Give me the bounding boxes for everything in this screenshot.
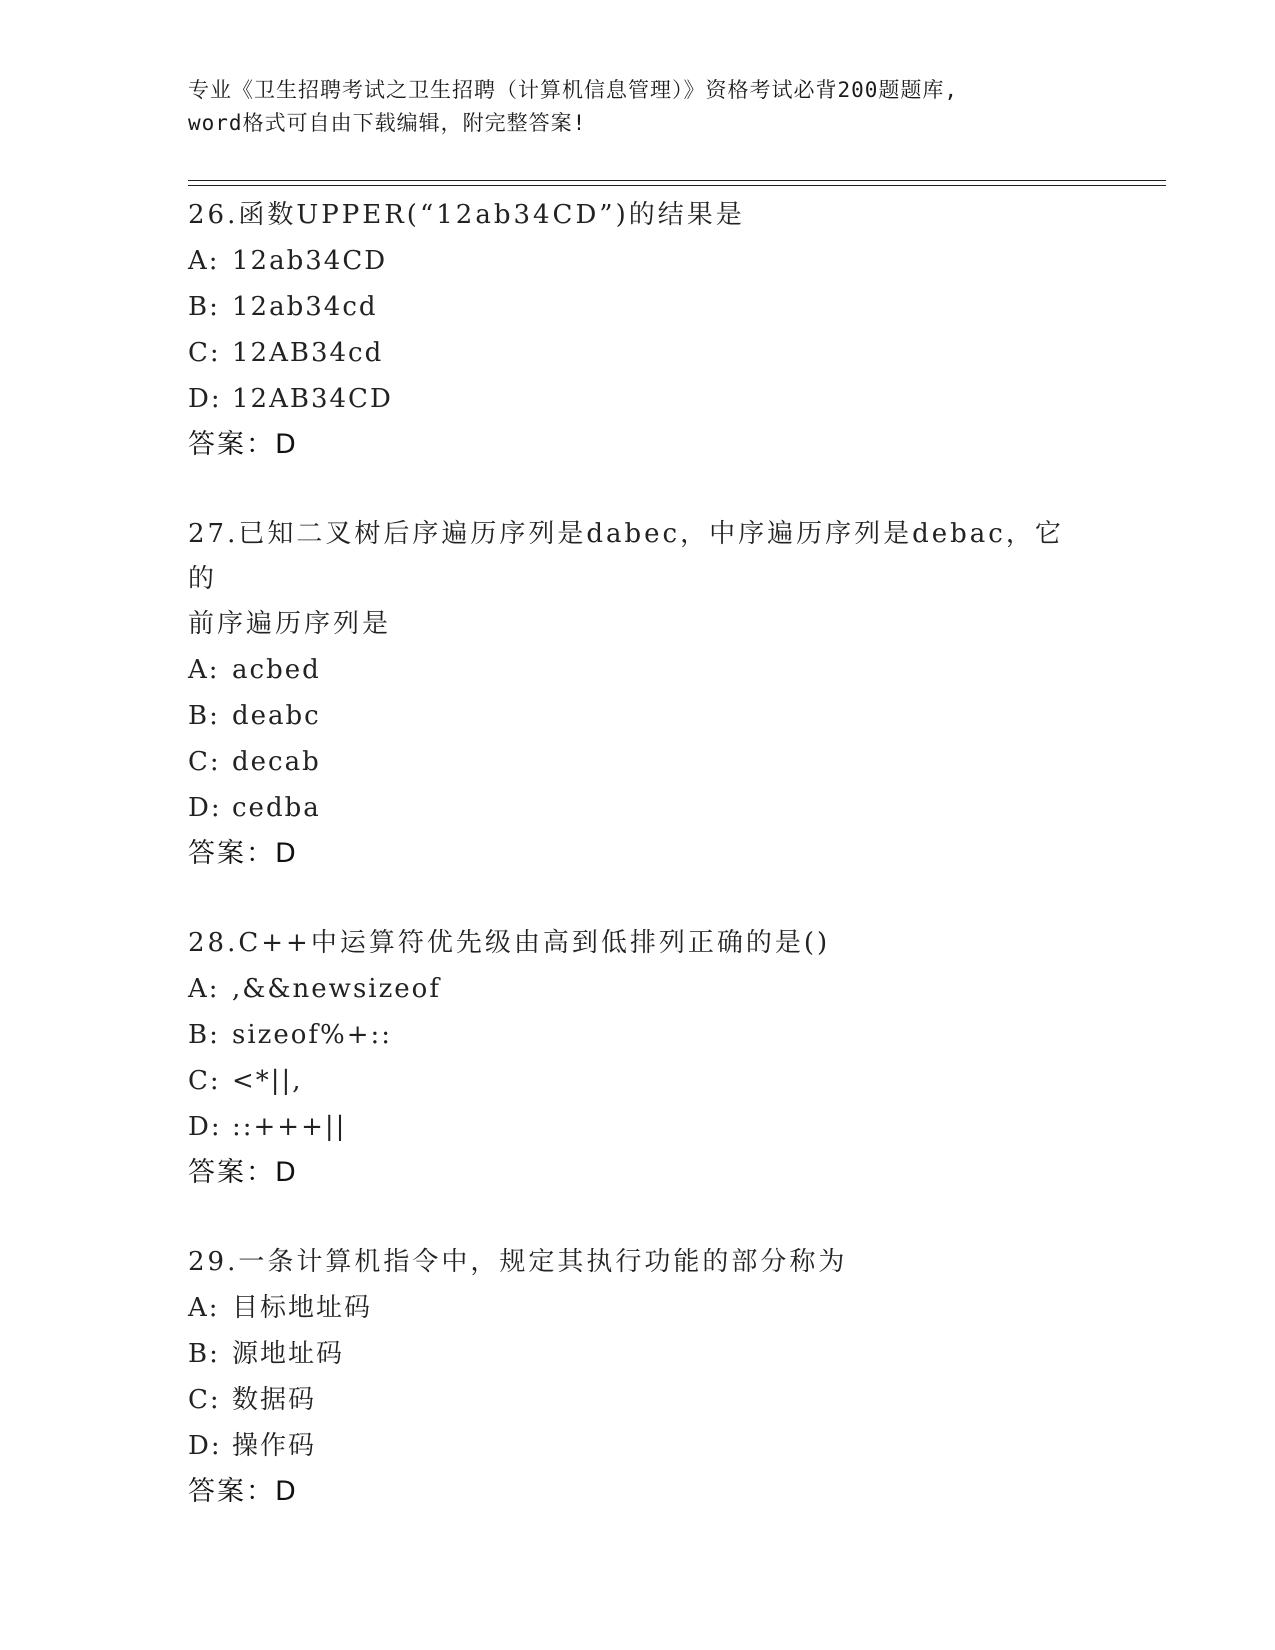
option-text: 12ab34cd: [232, 292, 378, 322]
option-text: 目标地址码: [232, 1293, 373, 1323]
option-label: B:: [188, 1339, 220, 1369]
option-text: ,&&newsizeof: [232, 974, 441, 1004]
answer-line: 答案：D: [188, 1157, 298, 1188]
option-a: [188, 1285, 1088, 1331]
header-divider-bottom: [188, 185, 1166, 186]
option-label: C:: [188, 747, 221, 777]
question-27: [188, 512, 1088, 876]
option-text: decab: [232, 747, 321, 777]
option-text: 源地址码: [232, 1339, 345, 1369]
option-text: 12AB34cd: [232, 338, 384, 368]
option-c: [188, 1058, 1088, 1104]
question-text: 27.已知二叉树后序遍历序列是dabec，中序遍历序列是debac，它的 前序遍历序列是: [188, 519, 1064, 639]
option-label: C:: [188, 1066, 221, 1096]
option-d: [188, 376, 1088, 422]
option-label: B:: [188, 1020, 220, 1050]
option-label: D:: [188, 793, 222, 823]
answer-line: 答案：D: [188, 1476, 298, 1507]
document-header: [188, 74, 1088, 140]
header-line-2: word格式可自由下载编辑，附完整答案!: [188, 111, 587, 135]
option-c: [188, 739, 1088, 785]
option-label: C:: [188, 338, 221, 368]
option-label: A:: [188, 974, 220, 1004]
question-list: [188, 193, 1088, 1559]
option-text: cedba: [232, 793, 321, 823]
option-label: D:: [188, 1431, 222, 1461]
option-text: 数据码: [232, 1385, 317, 1415]
question-26: [188, 193, 1088, 467]
option-d: [188, 1104, 1088, 1150]
option-d: [188, 1423, 1088, 1469]
option-label: B:: [188, 292, 220, 322]
option-label: A:: [188, 655, 220, 685]
option-text: <*||,: [232, 1066, 303, 1096]
question-text: 26.函数UPPER(“12ab34CD”)的结果是: [188, 200, 745, 230]
header-line-1: 专业《卫生招聘考试之卫生招聘（计算机信息管理）》资格考试必背200题题库,: [188, 78, 959, 102]
option-b: [188, 693, 1088, 739]
question-text: 28.C++中运算符优先级由高到低排列正确的是(): [188, 928, 831, 958]
question-29: [188, 1240, 1088, 1514]
option-a: [188, 647, 1088, 693]
option-label: B:: [188, 701, 220, 731]
option-label: C:: [188, 1385, 221, 1415]
option-label: A:: [188, 1293, 220, 1323]
option-text: deabc: [232, 701, 321, 731]
option-b: [188, 284, 1088, 330]
option-text: acbed: [232, 655, 321, 685]
option-text: sizeof%+::: [232, 1020, 393, 1050]
option-text: 12AB34CD: [232, 384, 393, 414]
option-c: [188, 330, 1088, 376]
question-text: 29.一条计算机指令中，规定其执行功能的部分称为: [188, 1247, 848, 1277]
option-d: [188, 785, 1088, 831]
option-label: D:: [188, 1112, 222, 1142]
option-a: [188, 966, 1088, 1012]
option-text: ::+++||: [232, 1112, 347, 1142]
option-label: D:: [188, 384, 222, 414]
question-28: [188, 921, 1088, 1195]
header-divider-top: [188, 180, 1166, 181]
option-text: 12ab34CD: [232, 246, 388, 276]
option-a: [188, 238, 1088, 284]
option-b: [188, 1012, 1088, 1058]
option-text: 操作码: [232, 1431, 317, 1461]
option-b: [188, 1331, 1088, 1377]
answer-line: 答案：D: [188, 838, 298, 869]
answer-line: 答案：D: [188, 429, 298, 460]
option-label: A:: [188, 246, 220, 276]
option-c: [188, 1377, 1088, 1423]
